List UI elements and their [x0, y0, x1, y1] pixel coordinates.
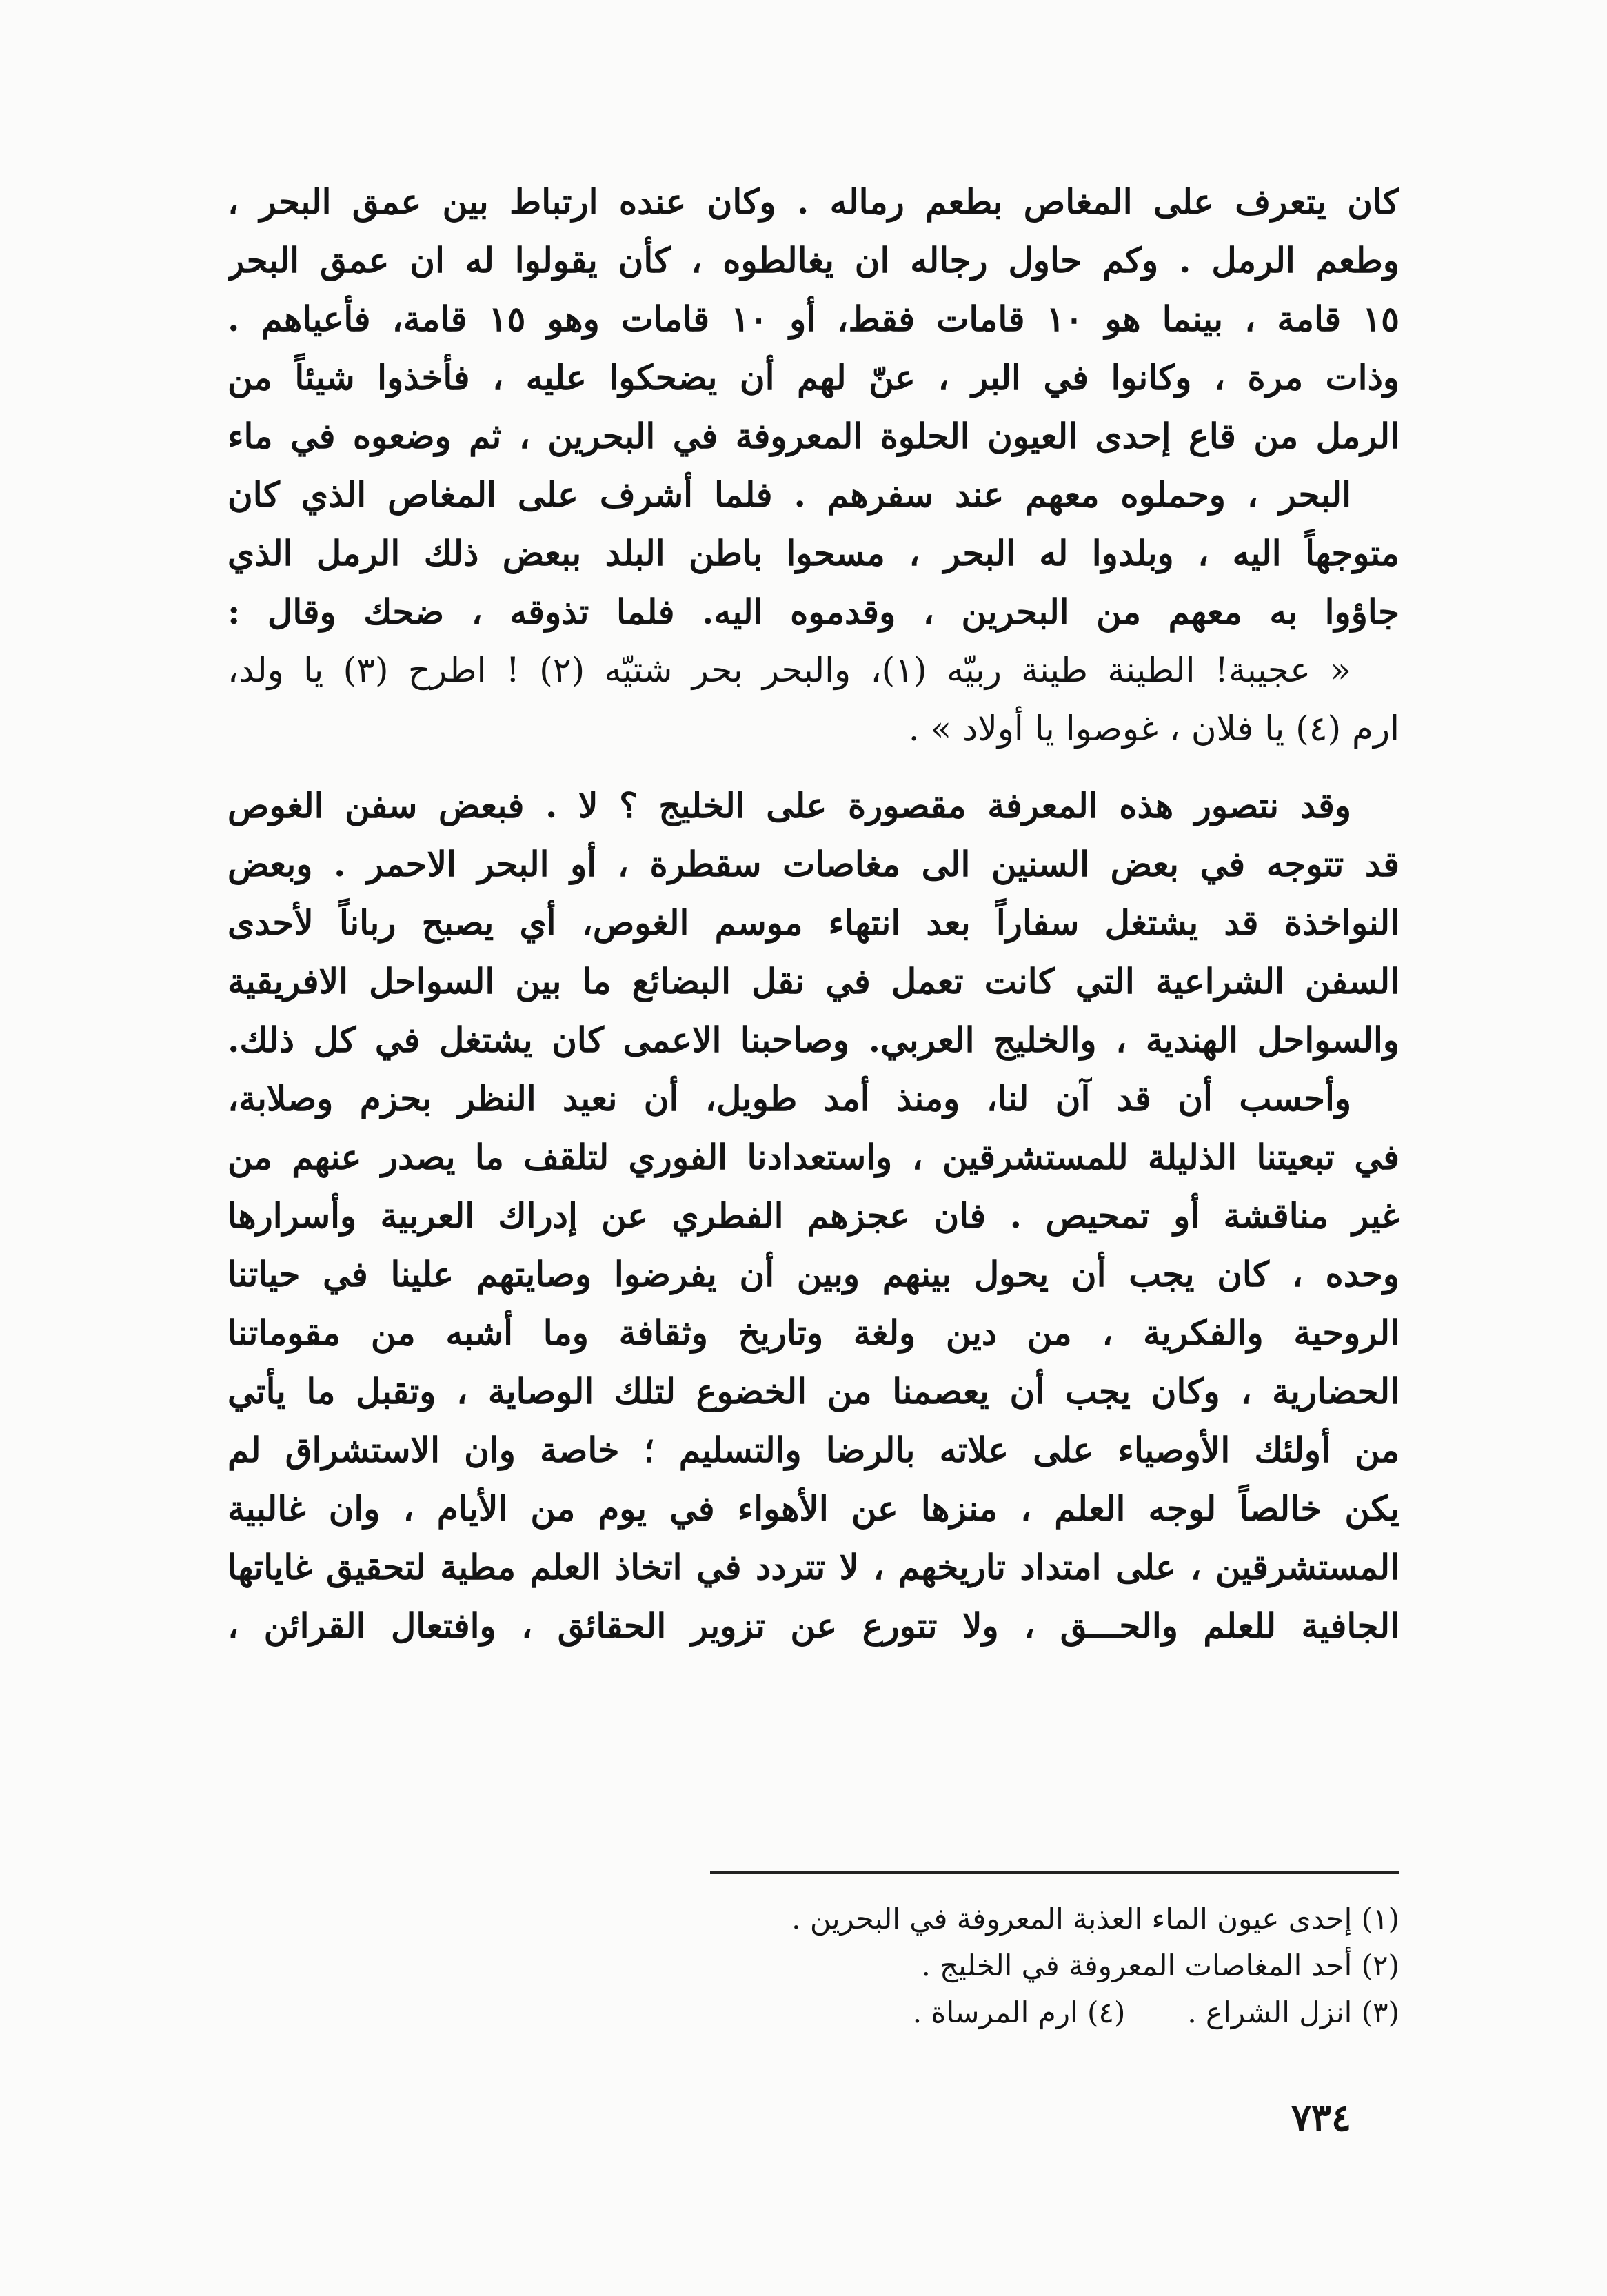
footnote-1: (١) إحدى عيون الماء العذبة المعروفة في البحرين .: [791, 1902, 1399, 1936]
text-line: السفن الشراعية التي كانت تعمل في نقل البضائع ما بين السواحل الافريقية: [228, 961, 1399, 1002]
footnote-row: [710, 1989, 1399, 2036]
text-line: وقد نتصور هذه المعرفة مقصورة على الخليج ؟ لا . فبعض سفن الغوص: [228, 785, 1351, 826]
text-line: ١٥ قامة ، بينما هو ١٠ قامات فقط، أو ١٠ قامات وهو ١٥ قامة، فأعياهم .: [228, 298, 1399, 339]
text-line: في تبعيتنا الذليلة للمستشرقين ، واستعدادنا الفوري لتلقف ما يصدر عنهم من: [228, 1137, 1399, 1177]
main-text: [228, 172, 1399, 1655]
footnotes: [710, 1896, 1399, 2036]
text-line: جاؤوا به معهم من البحرين ، وقدموه اليه. فلما تذوقه ، ضحك وقال :: [228, 591, 1399, 632]
footnote-2: (٢) أحد المغاصات المعروفة في الخليج .: [921, 1949, 1399, 1982]
footnote-3: (٣) انزل الشراع .: [1187, 1995, 1399, 2029]
paragraph-4: [228, 1069, 1399, 1655]
text-line: الرمل من قاع إحدى العيون الحلوة المعروفة في البحرين ، ثم وضعوه في ماء: [228, 416, 1399, 456]
page-number: ٧٣٤: [1291, 2095, 1351, 2140]
text-line: كان يتعرف على المغاص بطعم رماله . وكان عنده ارتباط بين عمق البحر ،: [228, 181, 1399, 222]
text-line: وطعم الرمل . وكم حاول رجاله ان يغالطوه ، كأن يقولوا له ان عمق البحر: [228, 240, 1399, 281]
footnote-4: (٤) ارم المرساة .: [912, 1995, 1126, 2029]
paragraph-1: [228, 172, 1399, 641]
quote-block: [228, 641, 1399, 758]
text-line: المستشرقين ، على امتداد تاريخهم ، لا تتردد في اتخاذ العلم مطية لتحقيق غاياتها: [228, 1547, 1399, 1587]
paragraph-gap: [228, 758, 1399, 776]
text-line: الجافية للعلم والحـــق ، ولا تتورع عن تزوير الحقائق ، وافتعال القرائن ،: [228, 1605, 1399, 1646]
text-line: والسواحل الهندية ، والخليج العربي. وصاحبنا الاعمى كان يشتغل في كل ذلك.: [228, 1019, 1399, 1060]
text-line: يكن خالصاً لوجه العلم ، منزها عن الأهواء في يوم من الأيام ، وان غالبية: [228, 1488, 1399, 1529]
text-line: وأحسب أن قد آن لنا، ومنذ أمد طويل، أن نعيد النظر بحزم وصلابة،: [228, 1078, 1351, 1119]
text-line: الروحية والفكرية ، من دين ولغة وتاريخ وثقافة وما أشبه من مقوماتنا: [228, 1312, 1399, 1353]
paragraph-3: [228, 776, 1399, 1069]
footnote-divider: [710, 1871, 1399, 1874]
text-line: غير مناقشة أو تمحيص . فان عجزهم الفطري عن إدراك العربية وأسرارها: [228, 1195, 1399, 1236]
quote-line: ارم (٤) يا فلان ، غوصوا يا أولاد » .: [908, 709, 1399, 749]
text-line: وحده ، كان يجب أن يحول بينهم وبين أن يفرضوا وصايتهم علينا في حياتنا: [228, 1254, 1399, 1294]
text-line: البحر ، وحملوه معهم عند سفرهم . فلما أشرف على المغاص الذي كان: [228, 474, 1351, 515]
quote-line: « عجيبة! الطينة طينة ربيّه (١)، والبحر بحر شتيّه (٢) ! اطرح (٣) يا ولد،: [228, 650, 1351, 690]
text-line: النواخذة قد يشتغل سفاراً بعد انتهاء موسم الغوص، أي يصبح رباناً لأحدى: [228, 902, 1399, 943]
text-line: قد تتوجه في بعض السنين الى مغاصات سقطرة ، أو البحر الاحمر . وبعض: [228, 844, 1399, 884]
text-line: وذات مرة ، وكانوا في البر ، عنّ لهم أن يضحكوا عليه ، فأخذوا شيئاً من: [228, 357, 1399, 398]
text-line: من أولئك الأوصياء على علاته بالرضا والتسليم ؛ خاصة وان الاستشراق لم: [228, 1430, 1399, 1470]
text-line: الحضارية ، وكان يجب أن يعصمنا من الخضوع لتلك الوصاية ، وتقبل ما يأتي: [228, 1371, 1399, 1412]
text-line: متوجهاً اليه ، وبلدوا له البحر ، مسحوا باطن البلد ببعض ذلك الرمل الذي: [228, 533, 1399, 573]
